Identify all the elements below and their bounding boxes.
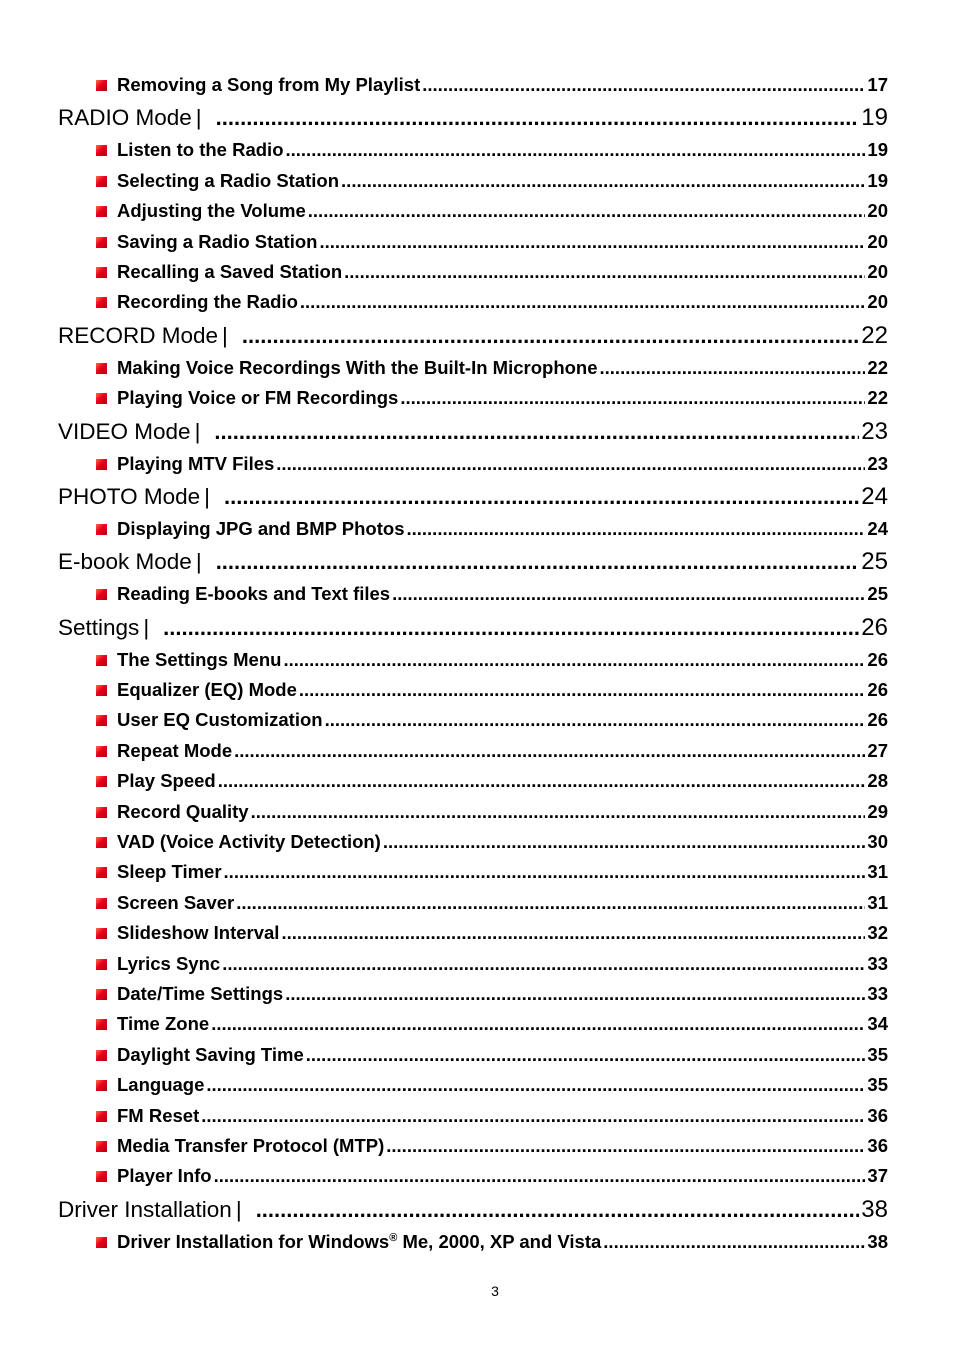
dot-leader: [325, 705, 866, 735]
dot-leader: [211, 1009, 865, 1039]
toc-page-number: 32: [867, 922, 888, 944]
toc-entry[interactable]: [58, 979, 888, 1009]
red-square-bullet-icon: [96, 363, 107, 374]
toc-entry-title: Saving a Radio Station: [117, 230, 318, 252]
red-square-bullet-icon: [96, 297, 107, 308]
red-square-bullet-icon: [96, 928, 107, 939]
toc-entry[interactable]: [58, 1131, 888, 1161]
toc-entry-title: Play Speed: [117, 770, 216, 792]
toc-page-number: 26: [867, 648, 888, 670]
toc-entry[interactable]: [58, 736, 888, 766]
toc-entry-title: Reading E-books and Text files: [117, 583, 391, 605]
toc-page-number: 26: [867, 709, 888, 731]
red-square-bullet-icon: [96, 267, 107, 278]
toc-entry-title: Removing a Song from My Playlist: [117, 74, 421, 95]
toc-page-number: 23: [867, 452, 888, 474]
toc-page-number: 36: [867, 1134, 888, 1156]
red-square-bullet-icon: [96, 145, 107, 156]
dot-leader: [600, 353, 866, 383]
toc-entry-title: E-book Mode |: [58, 549, 202, 575]
toc-entry[interactable]: [58, 449, 888, 479]
toc-page-number: 24: [861, 482, 888, 510]
dot-leader: [422, 70, 865, 100]
toc-section-heading[interactable]: [58, 610, 888, 645]
toc-page-number: 30: [867, 831, 888, 853]
toc-entry-title: Driver Installation |: [58, 1196, 242, 1222]
toc-entry-title: Equalizer (EQ) Mode: [117, 679, 297, 701]
toc-page-number: 37: [867, 1165, 888, 1187]
red-square-bullet-icon: [96, 746, 107, 757]
toc-entry-title: Screen Saver: [117, 891, 235, 913]
section-separator: |: [143, 614, 150, 640]
toc-entry[interactable]: [58, 675, 888, 705]
dot-leader: [214, 414, 859, 449]
dot-leader: [281, 918, 865, 948]
toc-page-number: 27: [867, 739, 888, 761]
toc-entry[interactable]: [58, 383, 888, 413]
toc-entry-title: Record Quality: [117, 800, 249, 822]
dot-leader: [299, 675, 866, 705]
toc-page-number: 20: [867, 260, 888, 282]
red-square-bullet-icon: [96, 776, 107, 787]
dot-leader: [386, 1131, 865, 1161]
toc-entry[interactable]: [58, 1070, 888, 1100]
red-square-bullet-icon: [96, 807, 107, 818]
toc-section-heading[interactable]: [58, 544, 888, 579]
toc-entry-title: Playing MTV Files: [117, 452, 275, 474]
toc-page-number: 20: [867, 200, 888, 222]
toc-entry-title: Settings |: [58, 614, 150, 640]
toc-page-number: 28: [867, 770, 888, 792]
red-square-bullet-icon: [96, 837, 107, 848]
section-separator: |: [195, 105, 202, 131]
toc-entry[interactable]: [58, 196, 888, 226]
dot-leader: [218, 766, 866, 796]
red-square-bullet-icon: [96, 1237, 107, 1248]
toc-page-number: 38: [861, 1195, 888, 1223]
dot-leader: [206, 1070, 865, 1100]
page-number: 3: [491, 1283, 499, 1299]
toc-entry-title: RADIO Mode |: [58, 105, 202, 131]
dot-leader: [224, 479, 859, 514]
toc-page-number: 34: [867, 1013, 888, 1035]
red-square-bullet-icon: [96, 1171, 107, 1182]
dot-leader: [224, 857, 866, 887]
red-square-bullet-icon: [96, 206, 107, 217]
registered-mark: ®: [389, 1231, 398, 1244]
toc-entry-title: Driver Installation for Windows® Me, 2000, XP and Vista: [117, 1230, 602, 1252]
red-square-bullet-icon: [96, 1080, 107, 1091]
toc-entry-title: Player Info: [117, 1165, 212, 1187]
toc-entry-title: User EQ Customization: [117, 709, 323, 731]
toc-entry[interactable]: [58, 949, 888, 979]
red-square-bullet-icon: [96, 176, 107, 187]
toc-page-number: 22: [867, 387, 888, 409]
red-square-bullet-icon: [96, 524, 107, 535]
toc-entry[interactable]: [58, 353, 888, 383]
red-square-bullet-icon: [96, 1111, 107, 1122]
toc-entry[interactable]: [58, 857, 888, 887]
red-square-bullet-icon: [96, 1019, 107, 1030]
dot-leader: [392, 579, 865, 609]
toc-entry-title: Language: [117, 1074, 205, 1096]
toc-entry-title: Time Zone: [117, 1013, 210, 1035]
toc-page-number: 20: [867, 291, 888, 313]
toc-entry[interactable]: [58, 70, 888, 100]
toc-section-heading[interactable]: [58, 100, 888, 135]
toc-page-number: 22: [861, 321, 888, 349]
dot-leader: [251, 797, 866, 827]
dot-leader: [344, 257, 865, 287]
toc-entry-title: Selecting a Radio Station: [117, 169, 340, 191]
red-square-bullet-icon: [96, 655, 107, 666]
section-separator: |: [194, 418, 201, 444]
dot-leader: [256, 1192, 860, 1227]
toc-entry[interactable]: [58, 1161, 888, 1191]
toc-page-number: 17: [867, 74, 888, 95]
toc-entry-title: Repeat Mode: [117, 739, 233, 761]
toc-entry-title: RECORD Mode |: [58, 322, 228, 348]
red-square-bullet-icon: [96, 393, 107, 404]
toc-entry[interactable]: [58, 135, 888, 165]
dot-leader: [603, 1227, 865, 1257]
toc-entry[interactable]: [58, 287, 888, 317]
toc-page-number: 36: [867, 1104, 888, 1126]
dot-leader: [341, 166, 865, 196]
toc-page-number: 29: [867, 800, 888, 822]
red-square-bullet-icon: [96, 898, 107, 909]
toc-entry[interactable]: [58, 166, 888, 196]
toc-page-number: 35: [867, 1043, 888, 1065]
dot-leader: [234, 736, 865, 766]
toc-page-number: 25: [861, 548, 888, 576]
dot-leader: [236, 888, 865, 918]
red-square-bullet-icon: [96, 1050, 107, 1061]
toc-page-number: 33: [867, 952, 888, 974]
toc-page-number: 31: [867, 891, 888, 913]
toc-page-number: 22: [867, 356, 888, 378]
dot-leader: [242, 318, 859, 353]
toc-page-number: 19: [861, 104, 888, 132]
red-square-bullet-icon: [96, 1141, 107, 1152]
toc-entry-title: The Settings Menu: [117, 648, 282, 670]
dot-leader: [383, 827, 866, 857]
dot-leader: [308, 196, 866, 226]
toc-page-number: 35: [867, 1074, 888, 1096]
toc-page-number: 26: [861, 613, 888, 641]
dot-leader: [201, 1101, 865, 1131]
dot-leader: [300, 287, 866, 317]
toc-section-heading[interactable]: [58, 318, 888, 353]
toc-page-number: 19: [867, 169, 888, 191]
toc-entry-title: Date/Time Settings: [117, 982, 284, 1004]
toc-entry-title: Lyrics Sync: [117, 952, 221, 974]
toc-entry-title: Listen to the Radio: [117, 139, 284, 161]
toc-entry-title: VIDEO Mode |: [58, 418, 201, 444]
toc-entry-title: FM Reset: [117, 1104, 200, 1126]
toc-section-heading[interactable]: [58, 479, 888, 514]
toc-page-number: 33: [867, 982, 888, 1004]
toc-entry-title: Daylight Saving Time: [117, 1043, 304, 1065]
dot-leader: [276, 449, 865, 479]
toc-entry-title: Media Transfer Protocol (MTP): [117, 1134, 385, 1156]
toc-entry[interactable]: [58, 579, 888, 609]
toc-entry[interactable]: [58, 1009, 888, 1039]
toc-entry-title: VAD (Voice Activity Detection): [117, 831, 381, 853]
red-square-bullet-icon: [96, 237, 107, 248]
toc-section-heading[interactable]: [58, 1192, 888, 1227]
toc-entry-title: PHOTO Mode |: [58, 483, 210, 509]
dot-leader: [306, 1040, 866, 1070]
dot-leader: [283, 645, 865, 675]
toc-page-number: 19: [867, 139, 888, 161]
toc-entry[interactable]: [58, 257, 888, 287]
toc-entry[interactable]: [58, 918, 888, 948]
toc-entry-title: Adjusting the Volume: [117, 200, 306, 222]
section-separator: |: [204, 483, 210, 509]
red-square-bullet-icon: [96, 959, 107, 970]
toc-entry-title: Recalling a Saved Station: [117, 260, 343, 282]
toc-entry-title: Recording the Radio: [117, 291, 298, 313]
toc-entry[interactable]: [58, 1101, 888, 1131]
dot-leader: [285, 979, 865, 1009]
toc-entry[interactable]: [58, 227, 888, 257]
toc-entry[interactable]: [58, 1227, 888, 1257]
red-square-bullet-icon: [96, 685, 107, 696]
toc-entry-title: Making Voice Recordings With the Built-In Microphone: [117, 356, 598, 378]
red-square-bullet-icon: [96, 867, 107, 878]
toc-entry[interactable]: [58, 797, 888, 827]
red-square-bullet-icon: [96, 589, 107, 600]
toc-entry-title: Playing Voice or FM Recordings: [117, 387, 399, 409]
section-separator: |: [222, 322, 228, 348]
toc-page-number: 26: [867, 679, 888, 701]
dot-leader: [286, 135, 866, 165]
toc-page-number: 31: [867, 861, 888, 883]
dot-leader: [216, 100, 860, 135]
toc-page-number: 25: [867, 583, 888, 605]
red-square-bullet-icon: [96, 459, 107, 470]
dot-leader: [400, 383, 865, 413]
toc-page-number: 20: [867, 230, 888, 252]
toc-entry-title: Slideshow Interval: [117, 922, 280, 944]
section-separator: |: [195, 549, 202, 575]
toc-entry[interactable]: [58, 645, 888, 675]
toc-entry[interactable]: [58, 827, 888, 857]
dot-leader: [222, 949, 865, 979]
toc-entry[interactable]: [58, 514, 888, 544]
toc-page-number: 23: [861, 417, 888, 445]
red-square-bullet-icon: [96, 989, 107, 1000]
dot-leader: [216, 544, 860, 579]
dot-leader: [214, 1161, 866, 1191]
dot-leader: [319, 227, 865, 257]
toc-section-heading[interactable]: [58, 414, 888, 449]
toc-entry-title: Sleep Timer: [117, 861, 222, 883]
dot-leader: [163, 610, 859, 645]
toc-entry[interactable]: [58, 1040, 888, 1070]
red-square-bullet-icon: [96, 715, 107, 726]
table-of-contents: [58, 70, 888, 1257]
toc-page-number: 38: [867, 1230, 888, 1252]
toc-page-number: 24: [867, 517, 888, 539]
toc-entry-title: Displaying JPG and BMP Photos: [117, 517, 405, 539]
red-square-bullet-icon: [96, 80, 107, 91]
dot-leader: [406, 514, 865, 544]
toc-entry[interactable]: [58, 705, 888, 735]
section-separator: |: [235, 1196, 242, 1222]
toc-entry[interactable]: [58, 888, 888, 918]
toc-entry[interactable]: [58, 766, 888, 796]
